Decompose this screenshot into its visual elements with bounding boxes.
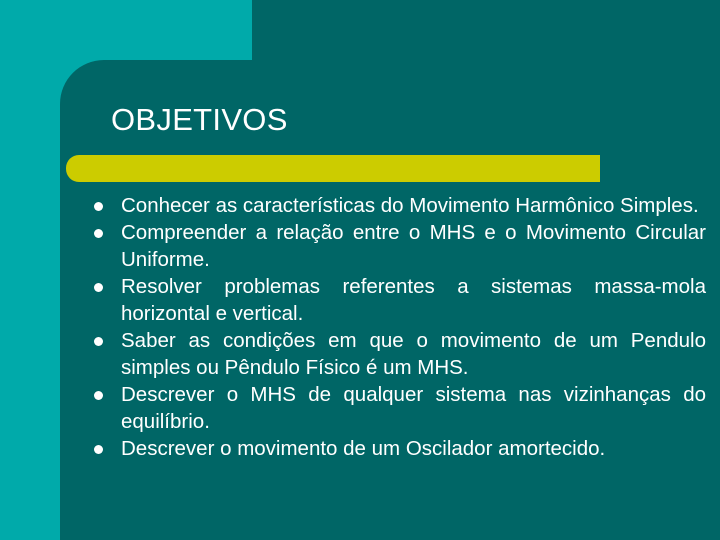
slide-title: OBJETIVOS (111, 102, 288, 137)
bullet-text: Descrever o MHS de qualquer sistema nas vizinhanças do equilíbrio. (121, 383, 706, 433)
bullet-dot-icon (94, 202, 103, 211)
list-item (94, 219, 706, 273)
list-item (94, 273, 706, 327)
bullet-dot-icon (94, 337, 103, 346)
list-item (94, 327, 706, 381)
list-item (94, 381, 706, 435)
bullet-text: Resolver problemas referentes a sistemas massa-mola horizontal e vertical. (121, 275, 706, 325)
list-item (94, 192, 706, 219)
bullet-text: Conhecer as características do Movimento Harmônico Simples. (121, 194, 699, 217)
bullet-dot-icon (94, 391, 103, 400)
bullet-dot-icon (94, 445, 103, 454)
objectives-list (94, 192, 706, 462)
bullet-text: Descrever o movimento de um Oscilador amortecido. (121, 437, 606, 460)
top-right-panel-block (252, 0, 720, 60)
bullet-dot-icon (94, 229, 103, 238)
bullet-text: Saber as condições em que o movimento de um Pendulo simples ou Pêndulo Físico é um MHS. (121, 329, 706, 379)
bullet-dot-icon (94, 283, 103, 292)
title-accent-bar (66, 155, 600, 182)
bullet-text: Compreender a relação entre o MHS e o Movimento Circular Uniforme. (121, 221, 706, 271)
list-item (94, 435, 706, 462)
